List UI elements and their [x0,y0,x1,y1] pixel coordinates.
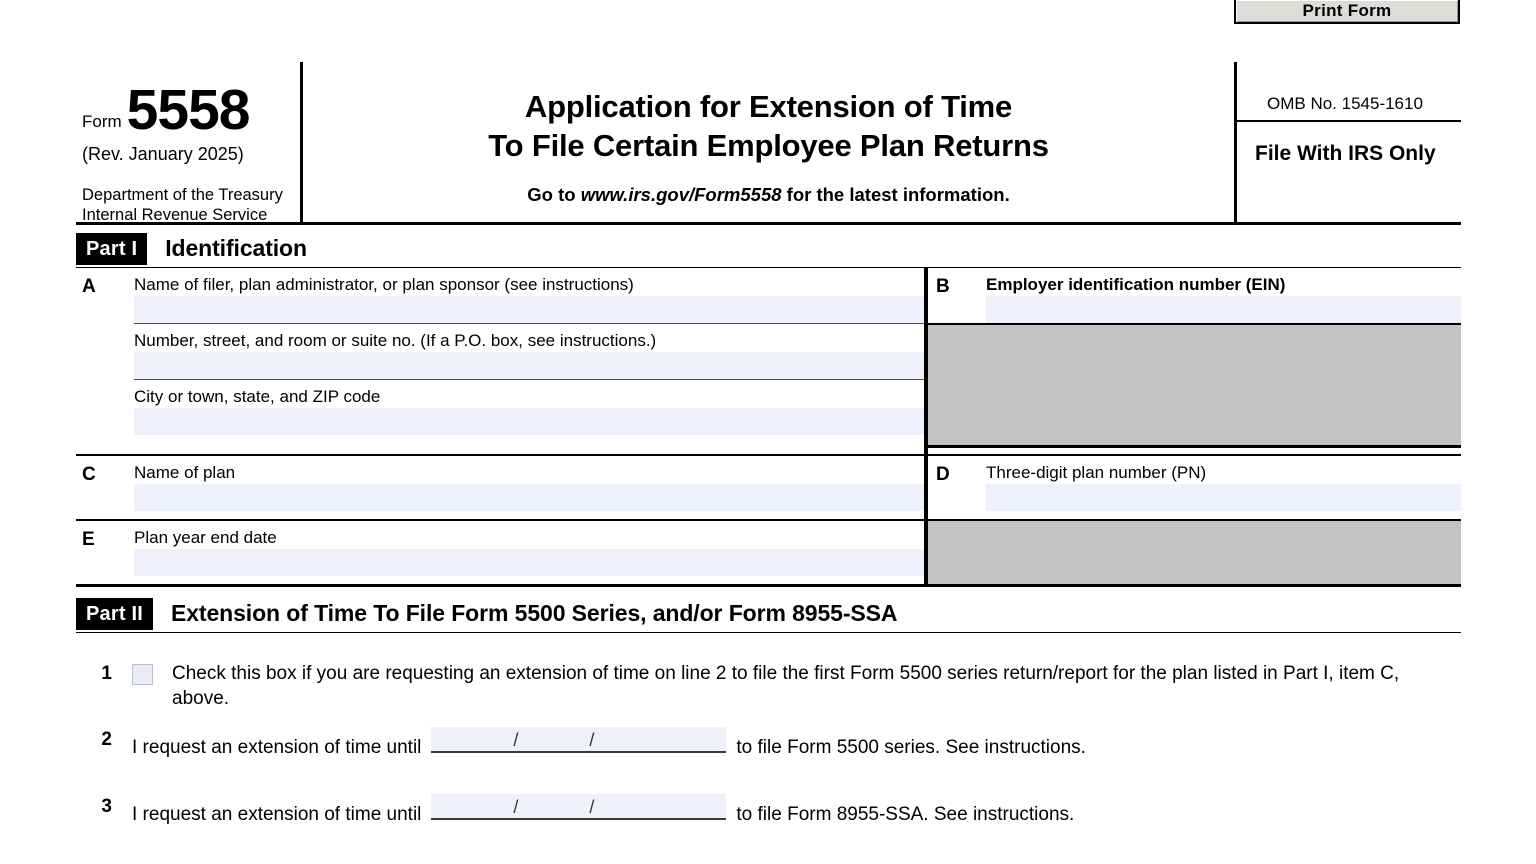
part-1-grid [76,268,1461,587]
row-a-left-column [76,268,924,454]
row-d-right-column [928,456,1461,519]
line-3-date-input[interactable] [431,794,726,820]
input-street[interactable] [134,352,924,379]
part-1-badge: Part I [76,233,147,265]
line-1-number: 1 [101,663,112,684]
line-2-date-input[interactable] [431,727,726,753]
input-plan-number[interactable] [986,484,1461,511]
input-name-of-filer[interactable] [134,296,924,323]
row-e [76,521,1461,584]
input-ein[interactable] [986,296,1461,323]
file-with-irs-only: File With IRS Only [1255,142,1436,165]
form-revision-date: (Rev. January 2025) [82,144,244,164]
line-3-slash-2: / [589,797,595,817]
form-title [303,87,1234,165]
form-title-block [303,62,1234,222]
line-3-number: 3 [101,796,112,817]
row-letter-d: D [936,464,950,485]
field-ein [928,268,1461,323]
label-name-of-filer: Name of filer, plan administrator, or plan sponsor (see instructions) [134,275,634,294]
field-plan-number [928,456,1461,511]
goto-url: www.irs.gov/Form5558 [580,184,782,205]
goto-prefix: Go to [527,184,581,205]
row-letter-c: C [82,464,96,485]
line-2-suffix: to file Form 5500 series. See instructions. [736,737,1086,758]
form-title-line-2: To File Certain Employee Plan Returns [488,128,1049,163]
line-2-prefix: I request an extension of time until [132,737,422,758]
print-form-toolbar [1234,0,1460,24]
label-street: Number, street, and room or suite no. (If a P.O. box, see instructions.) [134,331,657,350]
department-line-2: Internal Revenue Service [82,206,268,224]
label-plan-number: Three-digit plan number (PN) [986,463,1207,482]
row-letter-b: B [936,276,950,297]
line-3-slash-1: / [513,797,519,817]
line-2-number: 2 [101,729,112,750]
row-letter-a: A [82,276,96,297]
field-name-of-filer [76,268,924,323]
label-city-state-zip: City or town, state, and ZIP code [134,387,381,406]
part-1-title: Identification [165,235,307,261]
row-c-d [76,456,1461,519]
label-ein: Employer identification number (EIN) [986,275,1286,294]
issuing-agency [82,185,283,225]
line-2 [76,727,1461,760]
shaded-area-b [928,323,1461,448]
form-word-label: Form [82,112,122,131]
line-3-suffix: to file Form 8955-SSA. See instructions. [736,804,1075,825]
field-plan-year-end [76,521,924,576]
part-1-header [76,225,1461,268]
label-name-of-plan: Name of plan [134,463,236,482]
row-a-b [76,268,1461,454]
line-3 [76,794,1461,827]
part-2-badge: Part II [76,598,153,630]
row-letter-e: E [82,529,95,550]
form-header [76,62,1461,225]
field-street [76,324,924,379]
part-2-title: Extension of Time To File Form 5500 Series, and/or Form 8955-SSA [170,600,898,626]
form-number: 5558 [126,78,250,142]
label-plan-year-end: Plan year end date [134,528,277,547]
omb-block [1237,62,1461,222]
line-2-slash-1: / [513,730,519,750]
part-2-body [76,633,1461,827]
input-name-of-plan[interactable] [134,484,924,511]
line-1-checkbox[interactable] [132,664,153,685]
field-city-state-zip [76,380,924,435]
goto-suffix: for the latest information. [781,184,1010,205]
line-3-prefix: I request an extension of time until [132,804,422,825]
part-2-header [76,587,1461,633]
form-goto-note [303,184,1234,206]
shaded-area-e [928,521,1461,584]
line-1-text: Check this box if you are requesting an extension of time on line 2 to file the first Form 5500 series return/report for the plan listed in Part I, item C, above. [172,663,1400,709]
field-name-of-plan [76,456,924,511]
row-c-left-column [76,456,924,519]
line-2-slash-2: / [589,730,595,750]
input-city-state-zip[interactable] [134,408,924,435]
row-e-left-column [76,521,924,584]
omb-number: OMB No. 1545-1610 [1237,62,1461,122]
department-line-1: Department of the Treasury [82,186,283,204]
line-1 [76,661,1461,711]
form-identity-block [76,62,300,222]
form-number-line [82,78,250,142]
print-form-button[interactable]: Print Form [1234,0,1460,24]
row-b-right-column [928,268,1461,454]
form-5558-sheet [76,62,1461,827]
input-plan-year-end[interactable] [134,549,924,576]
form-title-line-1: Application for Extension of Time [524,89,1013,124]
